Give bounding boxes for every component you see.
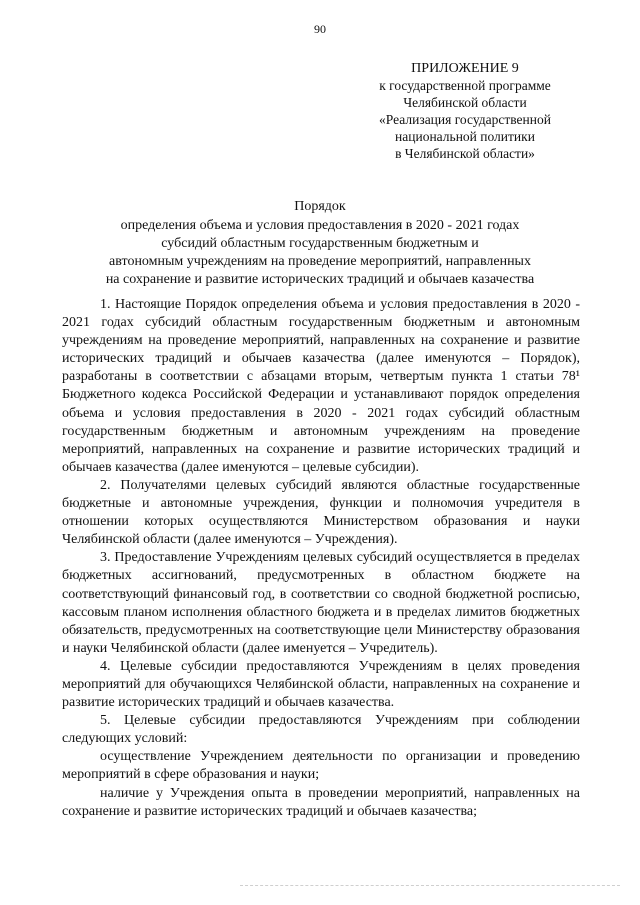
condition-2: наличие у Учреждения опыта в проведении мероприятий, направленных на сохранение и развитие исторических традиций и обычаев казачества; xyxy=(62,785,580,819)
condition-1: осуществление Учреждением деятельности по организации и проведению мероприятий в сфере образования и науки; xyxy=(62,749,580,783)
paragraph-5: 5. Целевые субсидии предоставляются Учреждениям при соблюдении следующих условий: xyxy=(62,713,580,747)
paragraph-2: 2. Получателями целевых субсидий являются областные государственные бюджетные и автономные учреждения, функции и полномочия учредителя в отношении которых осуществляются Министерством образования и науки Челябинской области (далее именуются – Учреждения). xyxy=(62,477,580,548)
heading-line: на сохранение и развитие исторических традиций и обычаев казачества xyxy=(105,272,535,287)
appendix-line: «Реализация государственной xyxy=(379,112,551,127)
document-heading xyxy=(60,198,580,289)
heading-line: субсидий областным государственным бюджетным и xyxy=(161,236,479,251)
paragraph-4: 4. Целевые субсидии предоставляются Учреждениям в целях проведения мероприятий для обучающихся Челябинской области, направленных на сохранение и развитие исторических традиций и обычаев казачества. xyxy=(62,658,580,711)
appendix-line: в Челябинской области» xyxy=(395,146,535,161)
appendix-title: ПРИЛОЖЕНИЕ 9 xyxy=(411,61,519,76)
appendix-line: национальной политики xyxy=(395,129,535,144)
appendix-line: Челябинской области xyxy=(403,95,527,110)
page-number: 90 xyxy=(314,22,326,36)
heading-line: автономным учреждениям на проведение мероприятий, направленных xyxy=(109,254,531,269)
scan-edge-line xyxy=(240,885,620,886)
paragraph-1: 1. Настоящие Порядок определения объема и условия предоставления в 2020 - 2021 годах субсидий областным государственным бюджетным и автономным учреждениям на проведение мероприятий, направленных на сохранение и развитие исторических традиций и обычаев казачества (далее именуются – Порядок), разработаны в соответствии с абзацами вторым, четвертым пункта 1 статьи 78¹ Бюджетного кодекса Российской Федерации и устанавливают порядок определения объема и условия предоставления в 2020 - 2021 годах субсидий областным государственным бюджетным и автономным учреждениям на проведение мероприятий, направленных на сохранение и развитие исторических традиций и обычаев казачества (далее именуются – целевые субсидии). xyxy=(62,297,580,475)
document-title: Порядок xyxy=(294,199,346,214)
appendix-line: к государственной программе xyxy=(379,78,551,93)
document-body xyxy=(62,296,580,821)
paragraph-3: 3. Предоставление Учреждениям целевых субсидий осуществляется в пределах бюджетных ассигнований, предусмотренных в областном бюджете на соответствующий финансовый год, в соответствии со сводной бюджетной росписью, кассовым планом исполнения областного бюджета и в пределах лимитов бюджетных обязательств, предусмотренных на соответствующие цели Министерству образования и науки Челябинской области (далее именуется – Учредитель). xyxy=(62,550,580,656)
heading-line: определения объема и условия предоставления в 2020 - 2021 годах xyxy=(120,218,520,233)
appendix-block xyxy=(330,60,600,162)
